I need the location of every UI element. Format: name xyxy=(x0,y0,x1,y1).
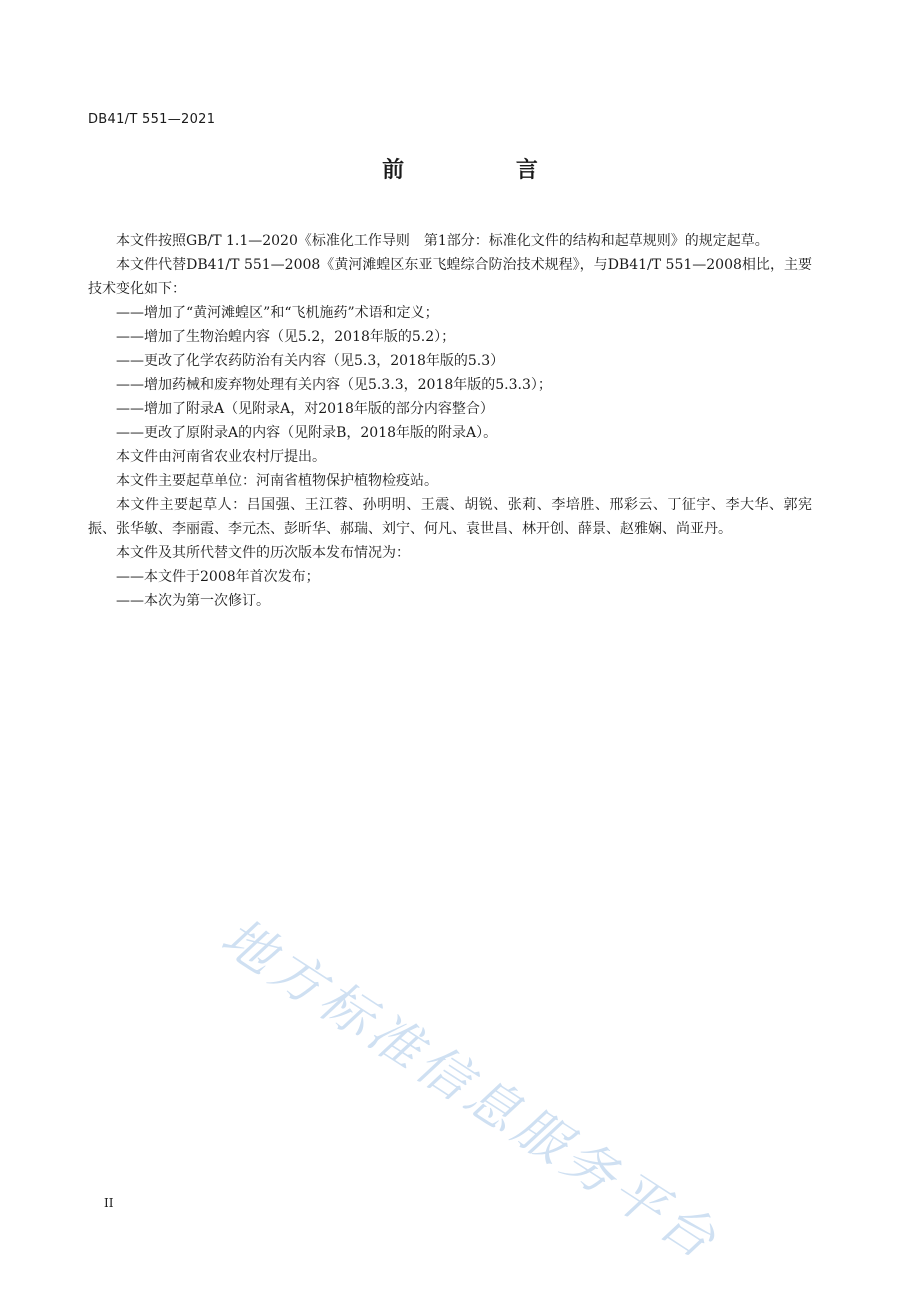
foreword-body xyxy=(88,229,812,613)
paragraph-proposer: 本文件由河南省农业农村厅提出。 xyxy=(116,449,326,465)
list-item-history: ——本文件于2008年首次发布； xyxy=(116,569,320,585)
list-item-change: ——增加了附录A（见附录A，对2018年版的部分内容整合） xyxy=(116,401,494,417)
watermark-text: 地方标准信息服务平台 xyxy=(210,906,730,1274)
list-item-change: ——增加了“黄河滩蝗区”和“飞机施药”术语和定义； xyxy=(116,305,439,321)
list-item-change: ——增加药械和废弃物处理有关内容（见5.3.3，2018年版的5.3.3）； xyxy=(116,377,552,393)
list-item-change: ——更改了化学农药防治有关内容（见5.3，2018年版的5.3） xyxy=(116,353,505,369)
list-item-history: ——本次为第一次修订。 xyxy=(116,593,270,609)
paragraph-replacement: 本文件代替DB41/T 551—2008《黄河滩蝗区东亚飞蝗综合防治技术规程》，与DB41/T 551—2008相比，主要技术变化如下： xyxy=(88,257,812,297)
page-title: 前 言 xyxy=(382,158,590,183)
list-item-change: ——增加了生物治蝗内容（见5.2，2018年版的5.2）； xyxy=(116,329,456,345)
list-item-change: ——更改了原附录A的内容（见附录B，2018年版的附录A）。 xyxy=(116,425,498,441)
paragraph-drafting-rule: 本文件按照GB/T 1.1—2020《标准化工作导则 第1部分：标准化文件的结构和起草规则》的规定起草。 xyxy=(116,233,769,249)
paragraph-drafting-unit: 本文件主要起草单位：河南省植物保护植物检疫站。 xyxy=(116,473,438,489)
paragraph-history: 本文件及其所代替文件的历次版本发布情况为： xyxy=(116,545,410,561)
page-number: II xyxy=(104,1196,114,1210)
standard-code: DB41/T 551—2021 xyxy=(88,112,216,127)
paragraph-drafters: 本文件主要起草人：吕国强、王江蓉、孙明明、王震、胡锐、张莉、李培胜、邢彩云、丁征宇、李大华、郭宪振、张华敏、李丽霞、李元杰、彭昕华、郝瑞、刘宁、何凡、袁世昌、林开创、薛景、赵雅娴、尚亚丹。 xyxy=(88,497,812,537)
